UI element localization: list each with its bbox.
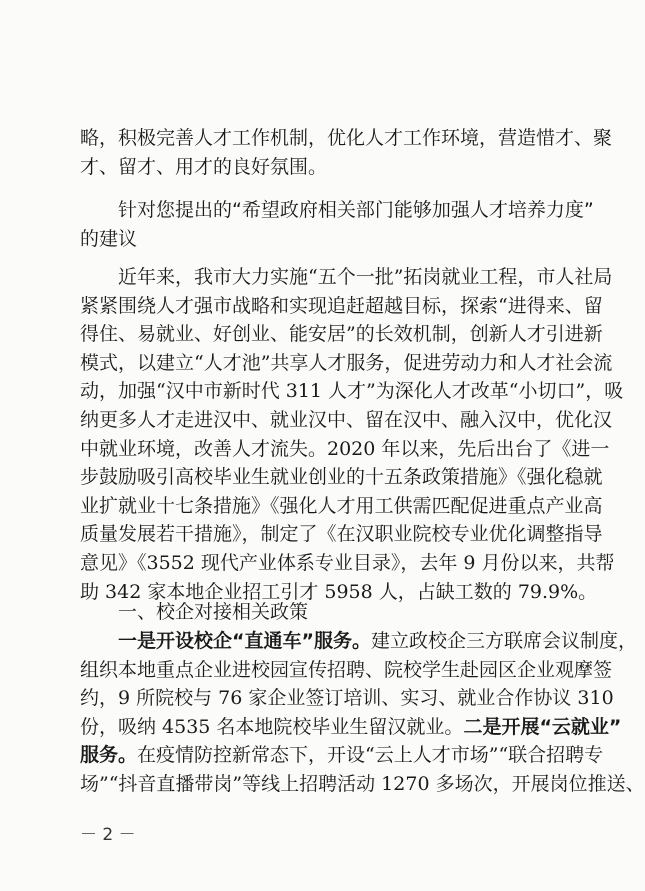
- text-line: 助 342 家本地企业招工引才 5958 人，占缺工数的 79.9%。: [80, 580, 598, 603]
- text-run: 在疫情防控新常态下，开设“云上人才市场”“联合招聘专: [137, 744, 604, 767]
- text-line: 组织本地重点企业进校园宣传招聘、院校学生赴园区企业观摩签: [80, 658, 613, 681]
- intro-paragraph: [80, 124, 613, 181]
- text-line: 动，加强“汉中市新时代 311 人才”为深化人才改革“小切口”，吸: [80, 380, 624, 403]
- text-line: 意见》《3552 现代产业体系专业目录》，去年 9 月份以来，共帮: [80, 551, 615, 574]
- text-line: 质量发展若干措施》，制定了《在汉职业院校专业优化调整指导: [80, 523, 603, 546]
- section-title: [80, 196, 594, 253]
- body-paragraph: [80, 263, 624, 606]
- text-line: 略，积极完善人才工作机制，优化人才工作环境，营造惜才、聚: [80, 127, 613, 149]
- policy-paragraph: [80, 627, 645, 799]
- text-line: 中就业环境，改善人才流失。2020 年以来，先后出台了《进一: [80, 437, 610, 460]
- text-line: [80, 627, 637, 656]
- text-line: 针对您提出的“希望政府相关部门能够加强人才培养力度”: [118, 199, 594, 221]
- text-line: 场”“抖音直播带岗”等线上招聘活动 1270 多场次，开展岗位推送、: [80, 772, 645, 795]
- text-line: 紧紧围绕人才强市战略和实现追赶超越目标，探索“进得来、留: [80, 294, 603, 317]
- text-line: 的建议: [80, 227, 138, 250]
- text-line: 得住、易就业、好创业、能安居”的长效机制，创新人才引进新: [80, 323, 603, 346]
- text-line: [80, 713, 622, 742]
- bold-lead: 服务。: [80, 744, 138, 767]
- text-line: 步鼓励吸引高校毕业生就业创业的十五条政策措施》《强化稳就: [80, 466, 603, 489]
- page-number: － 2 －: [80, 825, 136, 845]
- text-run: 份，吸纳 4535 名本地院校毕业生留汉就业。: [80, 715, 464, 738]
- subheading-text: 一、校企对接相关政策: [118, 601, 309, 623]
- text-line: [80, 741, 604, 770]
- text-line: 业扩就业十七条措施》《强化人才用工供需匹配促进重点产业高: [80, 494, 603, 517]
- text-line: 约，9 所院校与 76 家企业签订培训、实习、就业合作协议 310: [80, 687, 614, 710]
- text-line: 纳更多人才走进汉中、就业汉中、留在汉中、融入汉中，优化汉: [80, 408, 613, 431]
- text-line: 才、留才、用才的良好氛围。: [80, 155, 328, 178]
- bold-lead: 一是开设校企“直通车”服务。: [118, 630, 371, 652]
- text-line: 模式，以建立“人才池”共享人才服务，促进劳动力和人才社会流: [80, 351, 613, 374]
- subheading: [80, 598, 564, 627]
- bold-lead: 二是开展“云就业”: [463, 715, 622, 738]
- text-run: 建立政校企三方联席会议制度，: [370, 630, 637, 652]
- text-line: 近年来，我市大力实施“五个一批”拓岗就业工程，市人社局: [118, 266, 613, 288]
